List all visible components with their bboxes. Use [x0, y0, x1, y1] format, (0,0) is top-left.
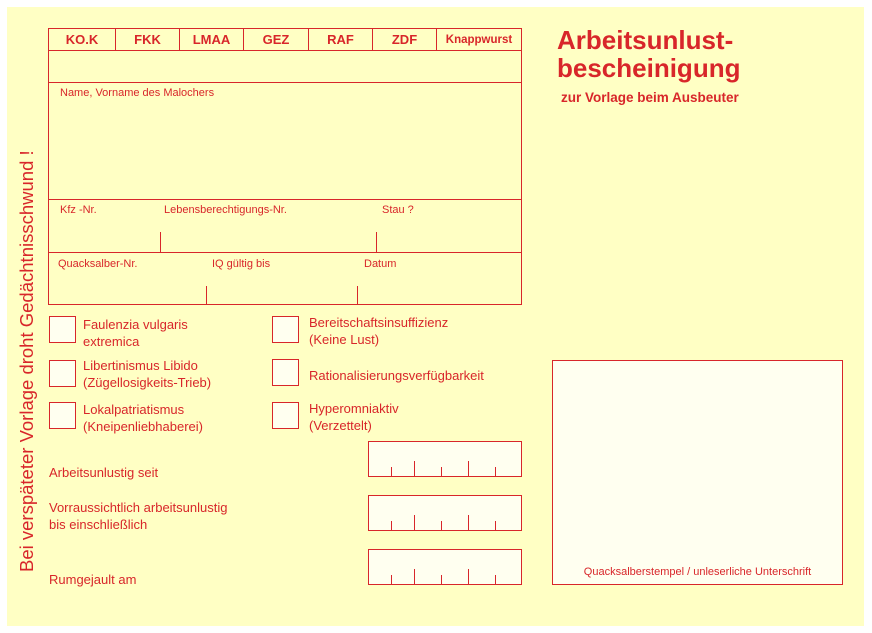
label-line: Vorraussichtlich arbeitsunlustig — [49, 500, 228, 515]
date-tick — [414, 569, 415, 584]
date-tick — [495, 521, 496, 530]
document-title — [557, 26, 740, 82]
stau-label: Stau ? — [382, 204, 414, 216]
diagnosis-rationalisierung-label — [309, 367, 484, 384]
date-tick — [391, 575, 392, 584]
iq-field[interactable] — [207, 271, 357, 304]
checkbox-rationalisierung[interactable] — [272, 359, 299, 386]
label-line: (Verzettelt) — [309, 418, 372, 433]
rumgejault-label: Rumgejault am — [49, 572, 137, 587]
label-line: Libertinismus Libido — [83, 358, 198, 373]
datum-label: Datum — [364, 258, 397, 270]
datum-field[interactable] — [358, 271, 521, 304]
date-tick — [391, 467, 392, 476]
label-line: Faulenzia vulgaris — [83, 317, 188, 332]
date-tick — [468, 569, 469, 584]
stamp-label: Quacksalberstempel / unleserliche Unterschrift — [583, 566, 812, 578]
since-label: Arbeitsunlustig seit — [49, 465, 159, 480]
label-line: Lokalpatriatismus — [83, 402, 185, 417]
date-tick — [441, 575, 442, 584]
insurer-fkk[interactable]: FKK — [116, 29, 180, 50]
divider — [49, 199, 521, 200]
date-tick — [468, 461, 469, 476]
title-line-1: Arbeitsunlust- — [557, 25, 734, 55]
name-label: Name, Vorname des Malochers — [60, 87, 215, 99]
since-date-field[interactable] — [368, 441, 522, 477]
iq-label: IQ gültig bis — [212, 258, 271, 270]
date-tick — [441, 467, 442, 476]
side-warning: Bei verspäteter Vorlage droht Gedächtnisschwund ! — [16, 150, 37, 572]
name-field[interactable] — [49, 99, 521, 199]
lebens-label: Lebensberechtigungs-Nr. — [164, 204, 287, 216]
title-line-2: bescheinigung — [557, 53, 741, 83]
checkbox-faulenzia[interactable] — [49, 316, 76, 343]
label-line: Hyperomniaktiv — [309, 401, 399, 416]
insurer-raf[interactable]: RAF — [309, 29, 373, 50]
date-tick — [441, 521, 442, 530]
quack-field[interactable] — [49, 271, 206, 304]
diagnosis-lokalpatriatismus-label — [83, 401, 203, 435]
date-tick — [391, 521, 392, 530]
lebens-field[interactable] — [161, 217, 376, 252]
label-line: (Kneipenliebhaberei) — [83, 419, 203, 434]
diagnosis-hyperomniaktiv-label — [309, 400, 399, 434]
until-date-field[interactable] — [368, 495, 522, 531]
label-line: (Keine Lust) — [309, 332, 380, 347]
label-line: bis einschließlich — [49, 517, 148, 532]
date-tick — [468, 515, 469, 530]
until-label — [49, 499, 227, 533]
diagnosis-bereitschaft-label — [309, 314, 448, 348]
label-line: Rationalisierungsverfügbarkeit — [309, 368, 484, 383]
checkbox-lokalpatriatismus[interactable] — [49, 402, 76, 429]
diagnosis-faulenzia-label — [83, 316, 188, 350]
kfz-field[interactable] — [49, 217, 160, 252]
insurer-knappwurst[interactable]: Knappwurst — [445, 34, 513, 46]
date-tick — [414, 461, 415, 476]
insurer-lmaa[interactable]: LMAA — [180, 29, 244, 50]
stamp-signature-box[interactable] — [552, 360, 843, 585]
insurer-kok[interactable]: KO.K — [49, 29, 116, 50]
stau-field[interactable] — [377, 217, 521, 252]
label-line: extremica — [83, 334, 140, 349]
divider — [49, 82, 521, 83]
label-line: (Zügellosigkeits-Trieb) — [83, 375, 212, 390]
diagnosis-libertinismus-label — [83, 357, 211, 391]
divider — [49, 252, 521, 253]
kfz-label: Kfz -Nr. — [60, 204, 97, 216]
checkbox-hyperomniaktiv[interactable] — [272, 402, 299, 429]
quack-label: Quacksalber-Nr. — [58, 258, 138, 270]
insurer-header-row — [49, 29, 521, 51]
document-subtitle: zur Vorlage beim Ausbeuter — [561, 90, 739, 105]
insurer-zdf[interactable]: ZDF — [373, 29, 437, 50]
label-line: Bereitschaftsinsuffizienz — [309, 315, 449, 330]
checkbox-bereitschaft[interactable] — [272, 316, 299, 343]
rumgejault-date-field[interactable] — [368, 549, 522, 585]
insurer-gez[interactable]: GEZ — [244, 29, 309, 50]
checkbox-libertinismus[interactable] — [49, 360, 76, 387]
patient-form — [48, 28, 522, 305]
date-tick — [495, 467, 496, 476]
date-tick — [414, 515, 415, 530]
date-tick — [495, 575, 496, 584]
